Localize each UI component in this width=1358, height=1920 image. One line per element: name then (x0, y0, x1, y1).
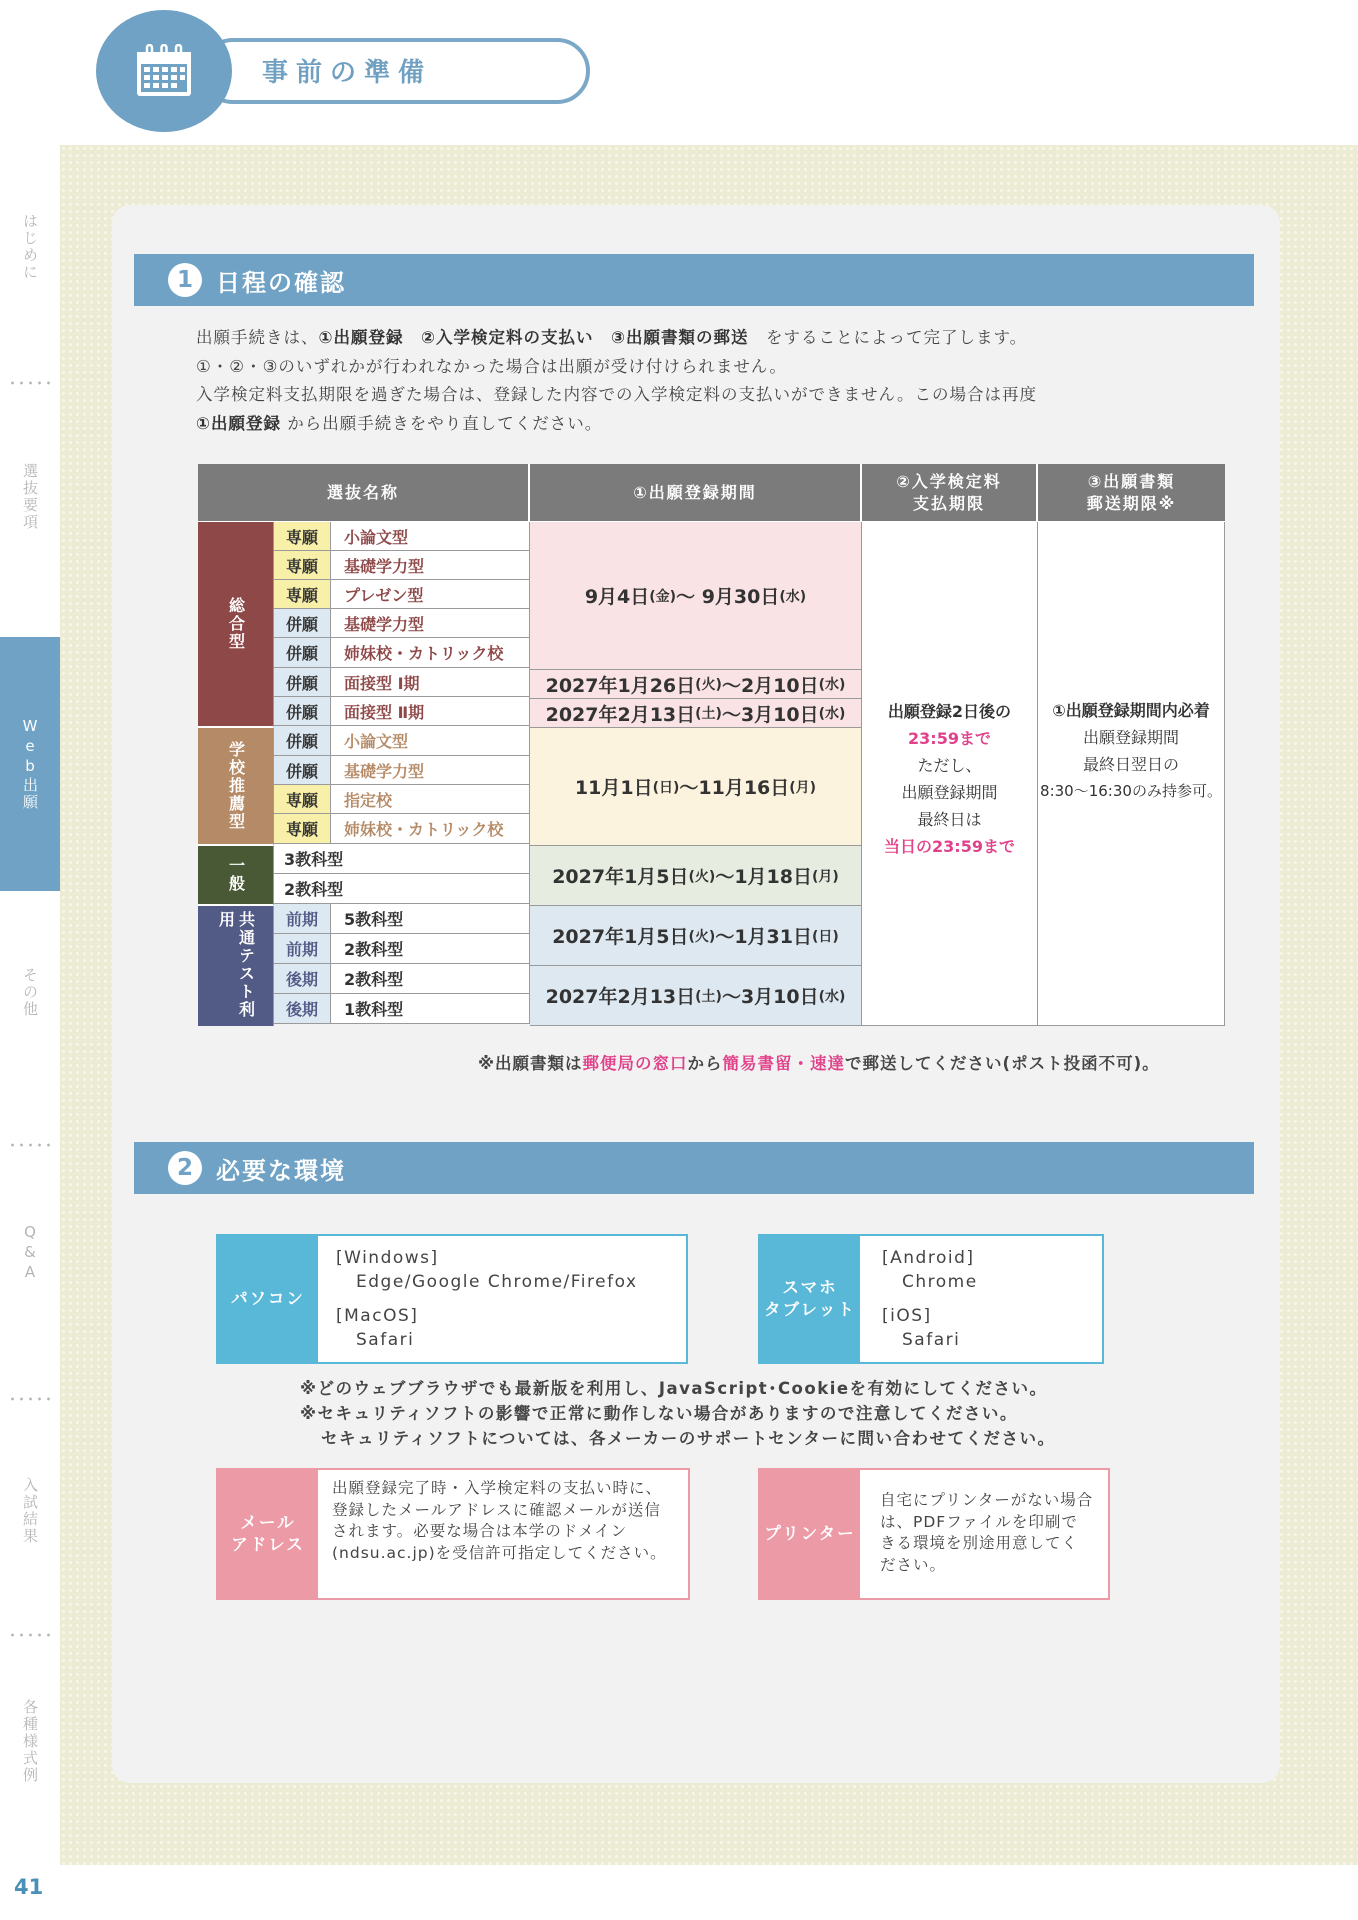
env-printer (758, 1468, 1110, 1600)
period-sogo-3 (530, 699, 862, 728)
weekday: (月) (789, 779, 817, 796)
header-name: 選抜名称 (198, 464, 530, 522)
browser-list: Edge/Google Chrome/Firefox (356, 1272, 638, 1292)
divider-dots (8, 1633, 54, 1637)
period-kyotsu-2 (530, 966, 862, 1026)
step-2-label: ②入学検定料の支払い (420, 328, 594, 347)
date-text: 11月1日 (574, 777, 653, 799)
weekday: (日) (812, 928, 839, 945)
section-title: 必要な環境 (216, 1156, 346, 1185)
row-name: 2教科型 (274, 874, 530, 904)
group-label: 学校推薦型 (226, 741, 246, 831)
intro-text-part: をすることによって完了します。 (765, 328, 1028, 347)
row-name: 指定校 (331, 785, 530, 814)
weekday: (土) (695, 988, 722, 1005)
date-text: ～1月31日 (715, 926, 812, 948)
env-label-line: メール (240, 1513, 296, 1532)
period-sogo-2 (530, 670, 862, 699)
date-text: 2027年2月13日 (545, 986, 696, 1008)
row-name: 基礎学力型 (331, 756, 530, 785)
os-name: [Windows] (336, 1248, 439, 1268)
row-name: 3教科型 (274, 844, 530, 874)
sidebar-item-label: 入試結果 (21, 1477, 39, 1545)
sidebar-item-label: 各種様式例 (21, 1699, 39, 1784)
schedule-table (198, 464, 1225, 1026)
divider-dots (8, 381, 54, 385)
group-sogo (198, 522, 274, 728)
env-note: セキュリティソフトについては、各メーカーのサポートセンターに問い合わせてください。 (321, 1429, 1056, 1448)
mail-note-line: 出願登録期間 (1082, 727, 1179, 747)
period-sogo-1 (530, 522, 862, 670)
env-label-line: タブレット (764, 1300, 856, 1319)
weekday: (水) (779, 588, 807, 605)
env-label (218, 1470, 318, 1598)
env-mail-text: 出願登録完了時・入学検定料の支払い時に、登録したメールアドレスに確認メールが送信されます。必要な場合は本学のドメイン(ndsu.ac.jp)を受信許可指定してください。 (332, 1479, 667, 1562)
sidebar-item-other[interactable] (0, 967, 60, 1018)
date-text: 2027年1月5日 (552, 926, 689, 948)
weekday: (水) (818, 677, 846, 693)
row-tag: 専願 (274, 522, 331, 551)
row-name: 基礎学力型 (331, 551, 530, 580)
row-name: 5教科型 (331, 904, 530, 934)
env-printer-text: 自宅にプリンターがない場合は、PDFファイルを印刷できる環境を別途用意してください。 (880, 1491, 1094, 1574)
date-text: ～1月18日 (715, 866, 812, 888)
date-text: 2027年2月13日 (545, 703, 696, 726)
sidebar-item-senbatsu[interactable] (0, 463, 60, 531)
header-mail (1038, 464, 1225, 522)
payment-deadline (862, 522, 1038, 1026)
weekday: (火) (688, 868, 716, 885)
divider-dots (8, 1143, 54, 1147)
weekday: (月) (812, 868, 839, 885)
group-label: 総合型 (226, 597, 246, 651)
row-name: 2教科型 (331, 964, 530, 994)
mail-footnote (478, 1050, 1160, 1074)
footnote-part: から (687, 1054, 723, 1073)
row-name: 1教科型 (331, 994, 530, 1024)
group-label: 共通テスト利用 (216, 911, 256, 1019)
section-number: 2 (168, 1151, 202, 1185)
calendar-icon (135, 44, 193, 98)
row-tag: 併願 (274, 609, 331, 638)
mail-note-line: 最終日翌日の (1082, 754, 1179, 774)
env-label (760, 1236, 860, 1362)
group-ippan (198, 846, 274, 906)
row-tag: 専願 (274, 785, 331, 814)
weekday: (火) (688, 928, 716, 945)
section-title: 日程の確認 (216, 268, 346, 297)
row-tag: 併願 (274, 668, 331, 697)
env-notes (300, 1376, 1056, 1451)
footnote-part: ※出願書類は (478, 1054, 583, 1073)
date-text: 9月4日 (584, 586, 650, 608)
weekday: (水) (818, 988, 846, 1005)
payment-note-line: 出願登録2日後の (887, 701, 1012, 721)
intro-text (196, 324, 1037, 438)
payment-note-line: 最終日は (917, 809, 982, 829)
period-kyotsu-1 (530, 906, 862, 966)
env-pc (216, 1234, 688, 1364)
intro-line: ①・②・③のいずれかが行われなかった場合は出願が受け付けられません。 (196, 356, 787, 376)
weekday: (水) (818, 706, 846, 722)
env-note: ※セキュリティソフトの影響で正常に動作しない場合がありますので注意してください。 (300, 1404, 1018, 1423)
footnote-highlight: 郵便局の窓口 (582, 1054, 688, 1073)
row-tag: 専願 (274, 551, 331, 580)
payment-note-highlight: 23:59まで (908, 728, 991, 748)
os-name: [iOS] (882, 1306, 932, 1326)
mail-note-line: ①出願登録期間内必着 (1052, 700, 1210, 720)
sidebar-item-label: Web出願 (21, 717, 39, 811)
row-tag: 専願 (274, 814, 331, 844)
env-label: パソコン (218, 1236, 318, 1362)
step-3-label: ③出願書類の郵送 (610, 328, 749, 347)
browser-list: Chrome (902, 1272, 978, 1292)
env-label-line: スマホ (782, 1278, 838, 1297)
header-payment (862, 464, 1038, 522)
step-1-label: ①出願登録 (196, 413, 281, 433)
section-header-environment (134, 1142, 1254, 1194)
env-note: ※どのウェブブラウザでも最新版を利用し、JavaScript･Cookieを有効にしてください。 (300, 1379, 1048, 1398)
row-tag: 専願 (274, 580, 331, 609)
header-mail-line: 郵送期限※ (1086, 493, 1177, 513)
sidebar-item-web[interactable] (0, 637, 60, 891)
sidebar-item-hajimeni[interactable] (0, 213, 60, 281)
date-text: ～3月10日 (721, 986, 819, 1008)
step-1-label: ①出願登録 (318, 328, 404, 347)
date-text: 2027年1月26日 (545, 674, 696, 697)
section-number: 1 (168, 263, 202, 297)
row-name: 姉妹校・カトリック校 (331, 638, 530, 668)
row-tag: 併願 (274, 638, 331, 668)
sidebar-item-label: Q&A (21, 1223, 39, 1283)
section-header-schedule (134, 254, 1254, 306)
mail-note-line: 8:30～16:30のみ持参可。 (1040, 781, 1222, 800)
period-ippan (530, 846, 862, 906)
sidebar-item-label: はじめに (21, 213, 39, 281)
date-text: ～ 9月30日 (676, 586, 780, 608)
sidebar-item-results[interactable] (0, 1477, 60, 1545)
env-pc-body (336, 1246, 638, 1352)
os-name: [MacOS] (336, 1306, 419, 1326)
row-tag: 後期 (274, 994, 331, 1024)
payment-note-line: ただし、 (917, 755, 982, 775)
browser-list: Safari (902, 1330, 961, 1350)
date-text: 2027年1月5日 (552, 866, 689, 888)
row-tag: 併願 (274, 756, 331, 785)
row-name: プレゼン型 (331, 580, 530, 609)
group-suisen (198, 728, 274, 846)
row-name: 基礎学力型 (331, 609, 530, 638)
footnote-part: で郵送してください(ポスト投函不可)。 (845, 1054, 1160, 1073)
os-name: [Android] (882, 1248, 975, 1268)
header-payment-line: ②入学検定料 (896, 471, 1002, 491)
date-text: ～3月10日 (721, 703, 819, 726)
row-name: 小論文型 (331, 726, 530, 756)
sidebar-item-qa[interactable] (0, 1223, 60, 1283)
period-suisen (530, 728, 862, 846)
group-label: 一般 (226, 857, 246, 893)
row-name: 2教科型 (331, 934, 530, 964)
env-label: プリンター (760, 1470, 860, 1598)
header-mail-line: ③出願書類 (1087, 471, 1176, 491)
row-tag: 前期 (274, 904, 331, 934)
row-name: 面接型 Ⅰ期 (331, 668, 530, 697)
intro-text-part: 出願手続きは、 (196, 328, 319, 347)
weekday: (金) (649, 588, 677, 605)
payment-note-highlight: 当日の23:59まで (884, 836, 1015, 856)
divider-dots (8, 1397, 54, 1401)
row-tag: 併願 (274, 726, 331, 756)
payment-note-line: 出願登録期間 (901, 782, 998, 802)
date-text: ～2月10日 (721, 674, 819, 697)
row-tag: 前期 (274, 934, 331, 964)
weekday: (火) (695, 677, 722, 693)
footnote-highlight: 簡易書留・速達 (722, 1054, 846, 1073)
header-period: ①出願登録期間 (530, 464, 862, 522)
browser-list: Safari (356, 1330, 415, 1350)
page-number: 41 (14, 1875, 44, 1899)
weekday: (土) (695, 706, 722, 722)
date-text: ～11月16日 (679, 777, 790, 799)
env-mobile (758, 1234, 1104, 1364)
env-mobile-body (882, 1246, 978, 1352)
sidebar-item-label: 選抜要項 (21, 463, 39, 531)
weekday: (日) (652, 779, 680, 796)
page-title: 事前の準備 (262, 58, 433, 88)
sidebar-item-forms[interactable] (0, 1699, 60, 1784)
sidebar (0, 145, 60, 1845)
env-mail (216, 1468, 690, 1600)
row-tag: 後期 (274, 964, 331, 994)
row-name: 面接型 Ⅱ期 (331, 697, 530, 726)
intro-text-part: から出願手続きをやり直してください。 (287, 413, 603, 433)
group-kyotsu (198, 906, 274, 1026)
row-tag: 併願 (274, 697, 331, 726)
env-label-line: アドレス (231, 1535, 305, 1554)
sidebar-item-label: その他 (21, 967, 39, 1018)
intro-line: 入学検定料支払期限を過ぎた場合は、登録した内容での入学検定料の支払いができません。この場合は再度 (196, 385, 1037, 404)
row-name: 小論文型 (331, 522, 530, 551)
row-name: 姉妹校・カトリック校 (331, 814, 530, 844)
header-payment-line: 支払期限 (912, 493, 985, 513)
mail-deadline (1038, 522, 1225, 1026)
